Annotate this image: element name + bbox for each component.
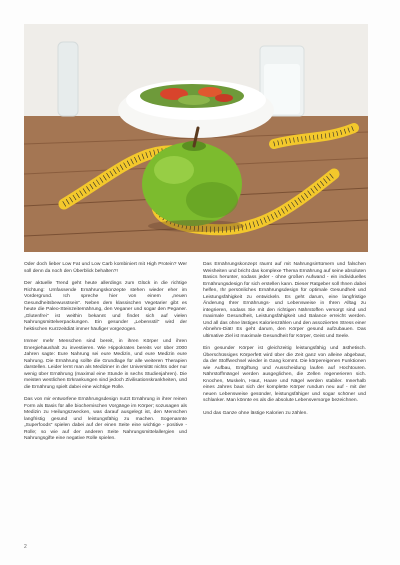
page-number: 2 [24,544,27,550]
paragraph: Das von mir entworfene Ernährungsdesign nutzt Ernährung in ihrer reinen Form als Basis für alle biochemischen Vorgänge im Körper; sozusagen als Medizin zu Heilungszwecken, was darauf ausgelegt ist, den Menschen langfristig gesund und leistungsfähig zu machen. Sogenannte „Superfoods" spielen dabei auf der einen Seite eine wichtige - positive - Rolle; so wie auf der anderen Seite Nahrungsmittelallergien und Nahrungsgifte eine negative Rolle spielen. [24,397,187,441]
paragraph: Das Ernährungskonzept räumt auf mit Nahrungsirrtümern und falschen Weisheiten und bricht das komplexe Thema Ernährung auf seine absoluten Basics herunter, sodass jeder - ohne großen Aufwand - ein individuelles Ernährungsdesign für sich erstellen kann. Dieser Ratgeber soll Ihnen dabei helfen, Ihr persönliches Ernährungsdesign für optimale Gesundheit und Leistungsfähigkeit zu entwickeln. Es geht darum, eine langfristige Änderung Ihrer Ernährungs- und Lebensweise in Ihren Alltag zu integrieren, sodass Sie mit den richtigen Nährstoffen versorgt sind und maximale Gesundheit, Leistungsfähigkeit und Balance erreicht werden. Und all das ohne lästiges Kalorienzählen und den assoziierten Stress einer Abnehm-Diät! Es geht darum, den Körper gesund aufzubauen. Das ultimative Ziel ist maximale Gesundheit für Körper, Geist und Seele. [203,262,366,339]
photo-illustration [24,24,368,252]
paragraph: Ein gesunder Körper ist gleichzeitig leistungsfähig und ästhetisch. Überschüssiges Körperfett wird über die Zeit ganz von alleine abgebaut, da der Stoffwechsel wieder in Gang kommt. Die körpereigenen Funktionen wie Aufbau, Entgiftung und Ausscheidung laufen auf Hochtouren. Nährstoffmängel werden ausgeglichen, die Zellen regenerieren sich. Knochen, Muskeln, Haut, Haare und Nägel werden stabiler. Innerhalb eines Jahres baut sich der komplette Körper rundum neu auf - mit der neuen Lebensweise gesünder, leistungsfähiger und sogar schöner und schlanker. Man könnte es als die absolute Lebensversorge bezeichnen. [203,346,366,403]
paragraph: Und das Ganze ohne lästige Kalorien zu zählen. [203,410,308,416]
right-text-column [203,262,366,423]
paragraph: Der aktuelle Trend geht heute allerdings zum Glück in die richtige Richtung: Umfassende Ernährungskonzepte stehen wieder eher im Vordergrund. Ich spreche hier von einem „neuen Gesundheitsbewusstsein". Neben dem klassischen Vegetarier gibt es heute die Paleo-Steinzeiternährung, den Veganer und sogar den Peganer. „Glutenfrei" ist weithin bekannt und findet sich auf vielen Nahrungsmittelverpackungen. Ein gesunder „Lebensstil" wird der hektischen Kurzzeitdiät immer häufiger vorgezogen. [24,281,187,332]
paragraph: Immer mehr Menschen sind bereit, in ihren Körper und ihren Energiehaushalt zu investieren. Wie Hippokrates bereits vor über 2000 Jahren sagte: Eure Nahrung sei eure Medizin, und eure Medizin eure Nahrung. Die Ernährung sollte die Grundlage für alle weiteren Therapien darstellen. Leider lernt man als Mediziner in der Universität nichts oder nur wenig über Ernährung (maximal eine Stunde in sechs Studienjahren). Die meisten westlichen Erkrankungen sind jedoch Zivilisationskrankheiten, und die Ernährung spielt dabei eine wichtige Rolle. [24,339,187,390]
cover-photo [24,24,368,252]
paragraph: Oder doch lieber Low Fat und Low Carb kombiniert mit High Protein? Wer soll denn da noch den Überblick behalten?! [24,262,187,274]
left-text-column [24,262,187,449]
